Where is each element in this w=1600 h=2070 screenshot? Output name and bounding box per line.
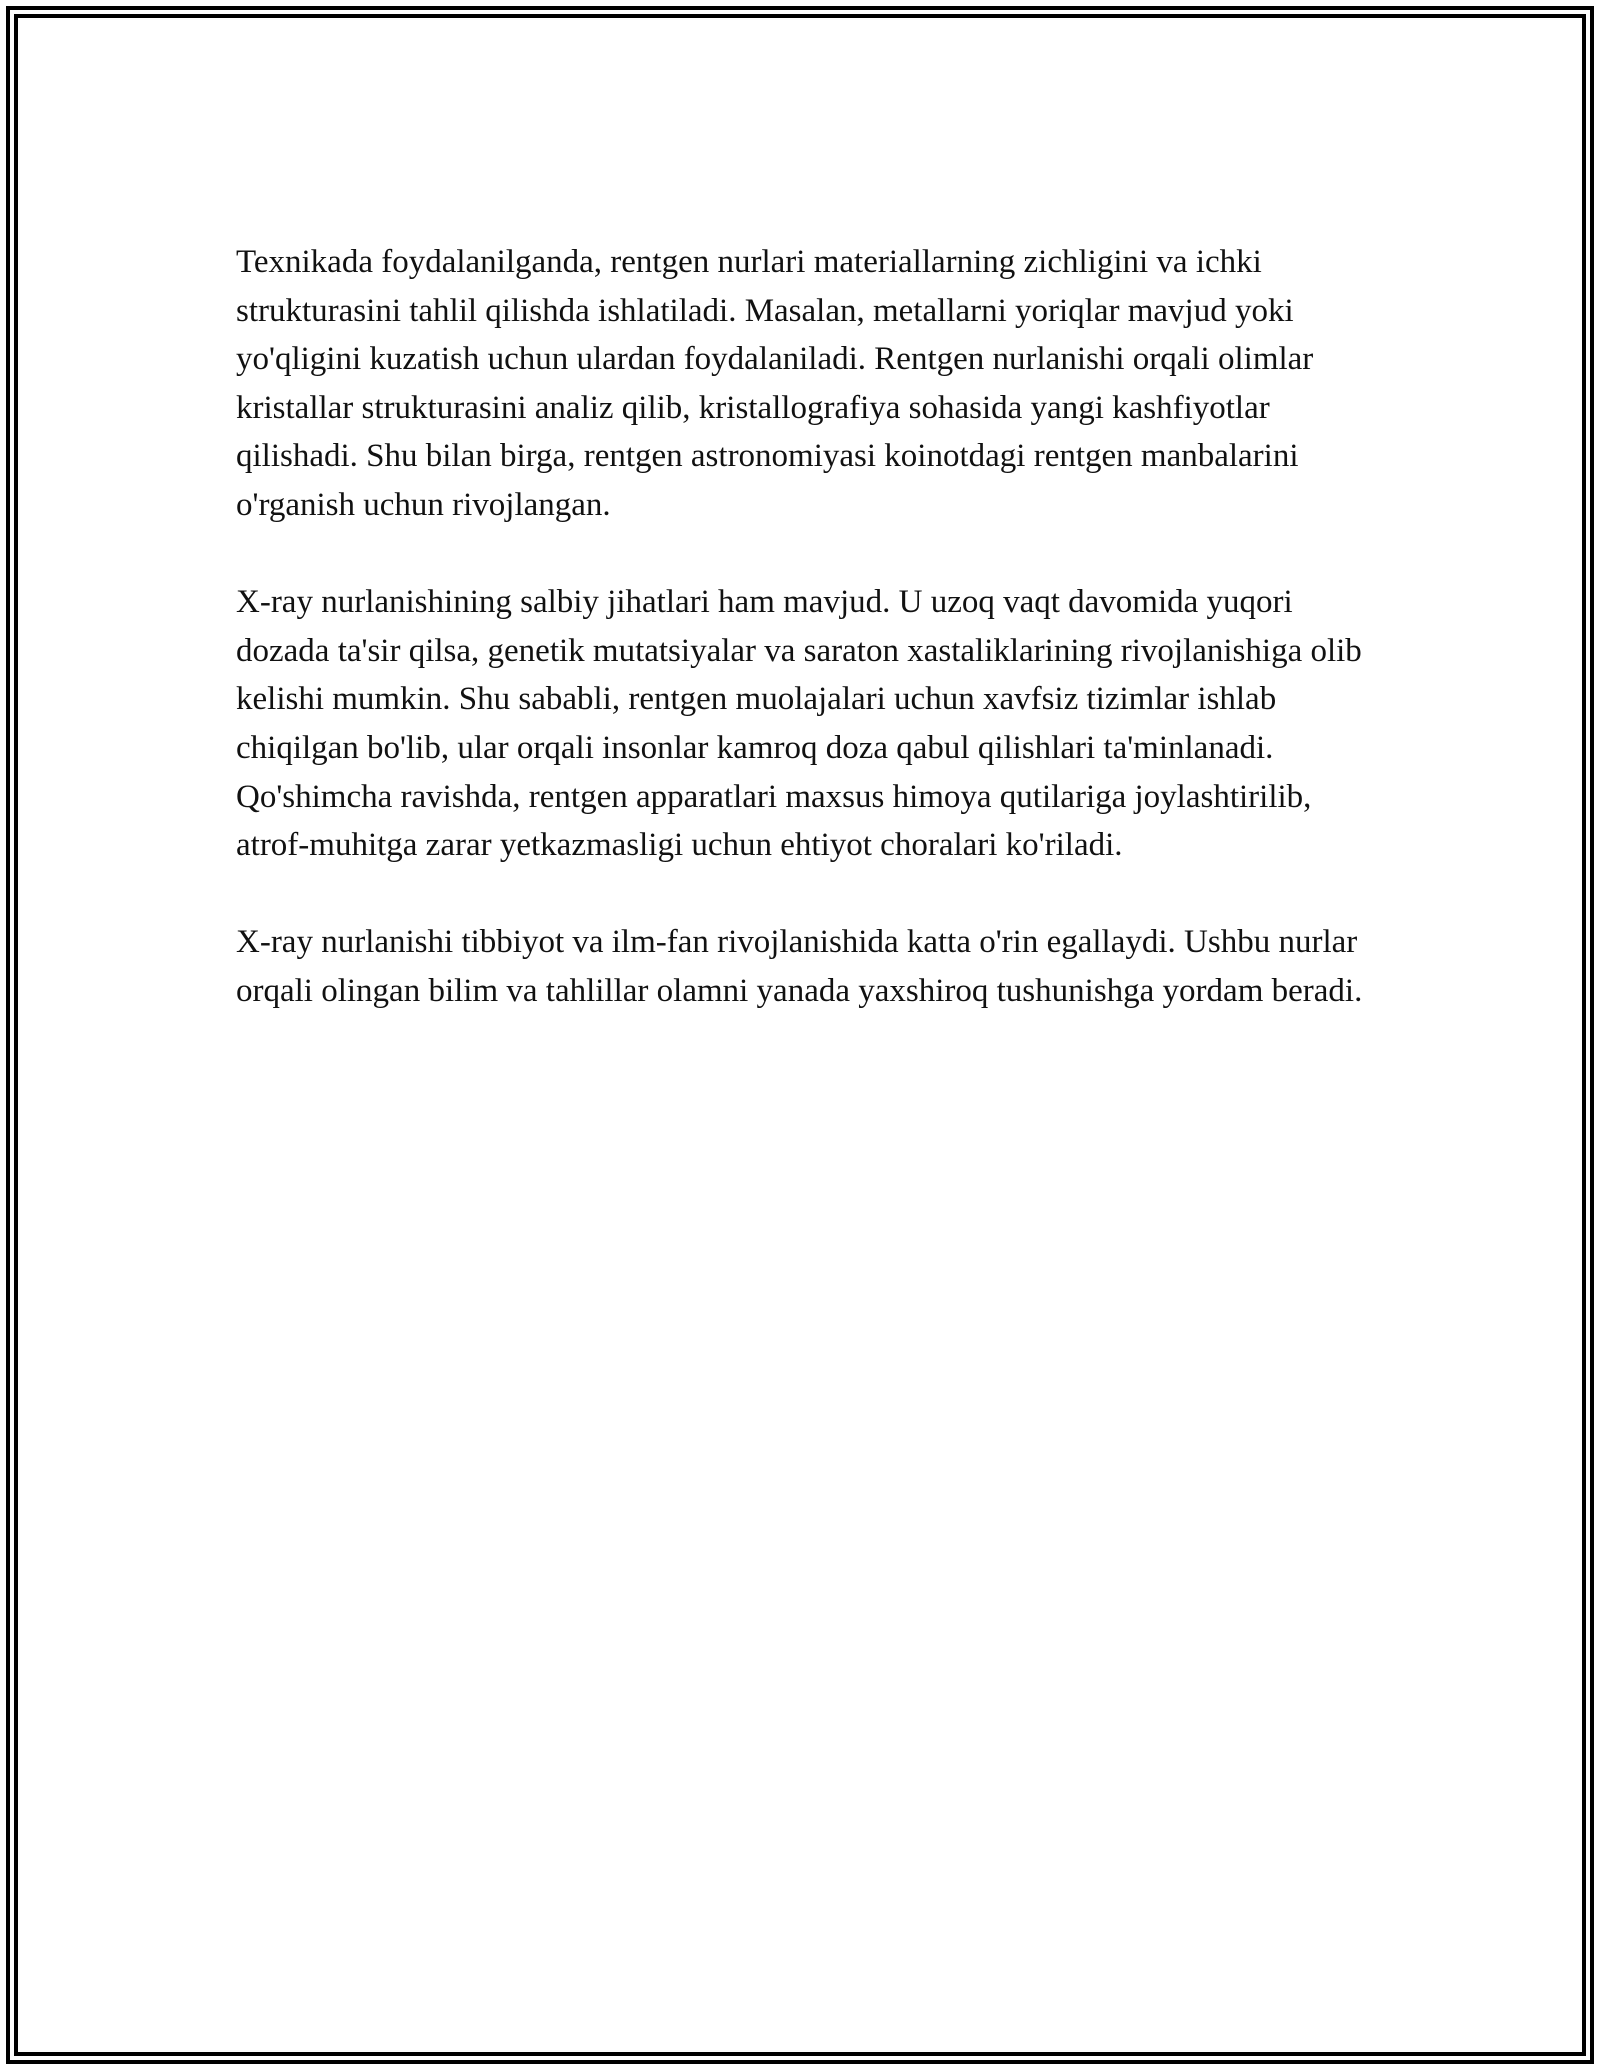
paragraph-2: X-ray nurlanishining salbiy jihatlari ham mavjud. U uzoq vaqt davomida yuqori dozada ta'sir qilsa, genetik mutatsiyalar va saraton xastaliklarining rivojlanishiga olib kelishi mumkin. Shu sababli, rentgen muolajalari uchun xavfsiz tizimlar ishlab chiqilgan bo'lib, ular orqali insonlar kamroq doza qabul qilishlari ta'minlanadi. Qo'shimcha ravishda, rentgen apparatlari maxsus himoya qutilariga joylashtirilib, atrof-muhitga zarar yetkazmasligi uchun ehtiyot choralari ko'riladi. <box>236 584 1362 864</box>
paragraph-1: Texnikada foydalanilganda, rentgen nurlari materiallarning zichligini va ichki strukturasini tahlil qilishda ishlatiladi. Masalan, metallarni yoriqlar mavjud yoki yo'qligini kuzatish uchun ulardan foydalaniladi. Rentgen nurlanishi orqali olimlar kristallar strukturasini analiz qilib, kristallografiya sohasida yangi kashfiyotlar qilishadi. Shu bilan birga, rentgen astronomiyasi koinotdagi rentgen manbalarini o'rganish uchun rivojlangan. <box>236 244 1314 523</box>
paragraph-3: X-ray nurlanishi tibbiyot va ilm-fan rivojlanishida katta o'rin egallaydi. Ushbu nurlar orqali olingan bilim va tahlillar olamni yanada yaxshiroq tushunishga yordam beradi. <box>236 924 1363 1009</box>
document-body <box>236 238 1376 1016</box>
